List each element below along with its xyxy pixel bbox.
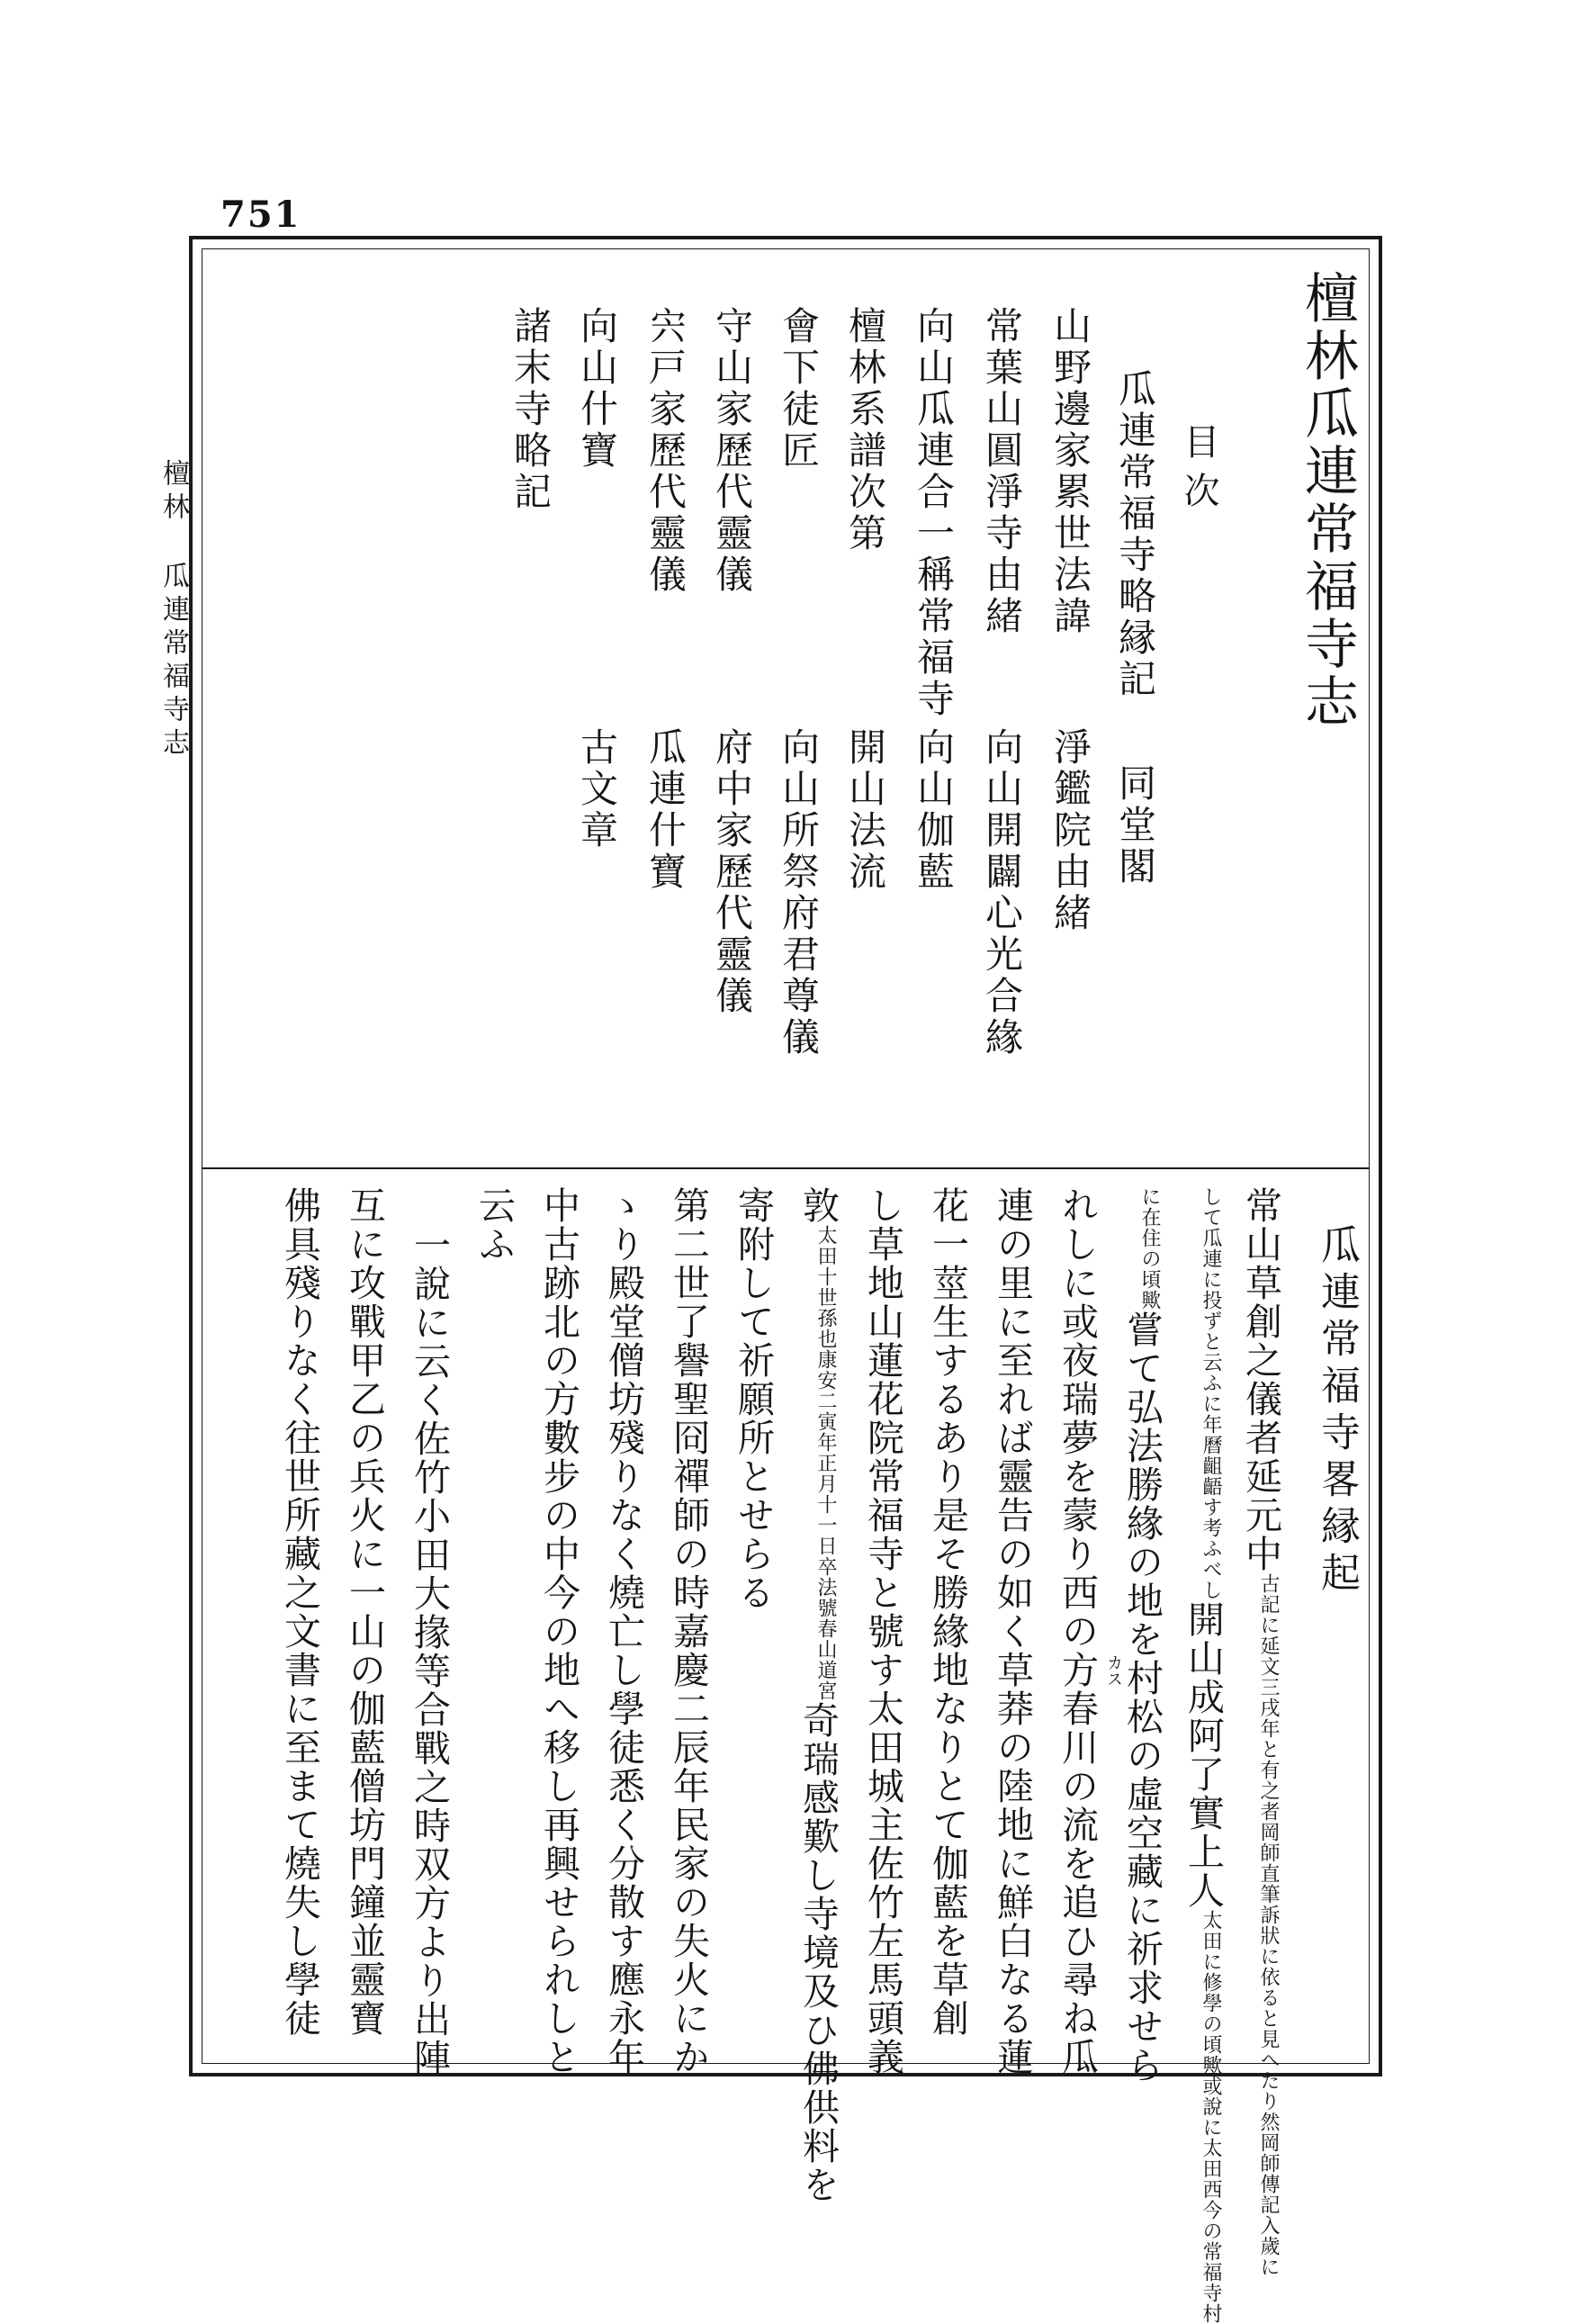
note-line: の頃歟 <box>1138 1248 1161 1311</box>
body-text: 互に攻戰甲乙の兵火に一山の伽藍僧坊門鐘並靈寶 <box>343 1186 386 2038</box>
body-line-6 <box>926 1186 969 2038</box>
section-divider <box>202 1167 1370 1169</box>
body-text: 常山草創之儀者延元中 <box>1239 1186 1282 1573</box>
toc-entry-b: 府中家歷代靈儀 <box>710 727 754 1017</box>
body-line-15 <box>343 1186 386 2038</box>
toc-entry-7b <box>710 727 754 1017</box>
body-text: 奇瑞感歎し寺境及ひ佛供料を <box>796 1701 840 2204</box>
inline-note <box>1139 1186 1160 1311</box>
toc-entry-b: 同堂閣 <box>1113 763 1157 887</box>
note-line: して瓜連に投ずと云ふ <box>1200 1186 1222 1393</box>
running-head <box>153 459 193 761</box>
toc-entry-a: 檀林系譜次第 <box>843 306 887 554</box>
body-text: し草地山蓮花院常福寺と號す太田城主佐竹左馬頭義 <box>861 1186 904 2076</box>
toc-entry-a: 瓜連常福寺略縁記 <box>1113 369 1157 700</box>
body-line-4 <box>1056 1186 1099 2076</box>
toc-entry-6 <box>777 306 821 472</box>
toc-entry-b: 瓜連什寶 <box>643 727 688 893</box>
body-text: 中古跡北の方數步の中今の地へ移し再興せられしと <box>537 1186 580 2076</box>
body-text: 一說に云く佐竹小田大掾等合戰之時双方より出陣 <box>408 1226 451 2077</box>
body-line-8 <box>796 1186 840 2204</box>
toc-entry-4b <box>912 727 956 893</box>
toc-entry-a: 向山什寶 <box>575 306 619 472</box>
body-line-13 <box>472 1186 516 1264</box>
toc-entry-b: 向山所祭府君尊儀 <box>777 727 821 1058</box>
note-line: に太田西今の常福寺村 <box>1200 2117 1222 2324</box>
toc-heading: 目次 <box>1178 423 1219 520</box>
body-text: 連の里に至れば靈告の如く草莽の陸地に鮮白なる蓮 <box>991 1186 1034 2076</box>
body-text: 云ふ <box>472 1186 516 1264</box>
body-text: 第二世了譽聖冏禪師の時嘉慶二辰年民家の失火にか <box>667 1186 710 2076</box>
note-line: 古記に延文三戌年と有之者岡師直筆訴 <box>1257 1573 1280 1925</box>
body-line-11 <box>602 1186 645 2076</box>
toc-entry-5 <box>843 306 887 554</box>
toc-entry-a: 宍戸家歷代靈儀 <box>643 306 688 596</box>
body-line-5 <box>991 1186 1034 2076</box>
toc-entry-a: 守山家歷代靈儀 <box>710 306 754 596</box>
body-text: 花一莖生するあり是そ勝緣地なりとて伽藍を草創 <box>926 1186 969 2038</box>
body-text: ゝり殿堂僧坊殘りなく燒亡し學徒悉く分散す應永年 <box>602 1186 645 2076</box>
toc-entry-10 <box>508 306 553 513</box>
toc-entry-2 <box>1048 306 1092 637</box>
inline-note <box>1200 1186 1221 1600</box>
inline-note <box>1200 1910 1221 2324</box>
body-text: 寄附して祈願所とせらる <box>732 1186 775 1612</box>
toc-entry-9 <box>575 306 619 472</box>
toc-entry-b: 淨鑑院由緒 <box>1048 727 1092 934</box>
body-line-7 <box>861 1186 904 2076</box>
body-line-2 <box>1182 1186 1225 2324</box>
running-head-left: 檀林 <box>157 459 189 526</box>
body-text: れしに或夜瑞夢を蒙り西の方春川の流を追ひ尋ね瓜 <box>1056 1186 1099 2076</box>
note-line: 太田に修學の頃歟或說 <box>1200 1910 1222 2117</box>
body-line-16 <box>278 1186 321 2038</box>
toc-entry-a: 常葉山圓淨寺由緒 <box>980 306 1024 637</box>
page-number: 751 <box>220 194 301 236</box>
toc-entry-a: 會下徒匠 <box>777 306 821 472</box>
toc-entry-b: 向山伽藍 <box>912 727 956 893</box>
body-line-3 <box>1120 1186 1164 2085</box>
note-line: 月十一日卒法號春山道宮 <box>814 1473 837 1701</box>
inline-note <box>1258 1573 1279 2277</box>
body-line-1 <box>1239 1186 1282 2277</box>
running-head-right: 瓜連常福寺志 <box>157 562 189 761</box>
body-line-12 <box>537 1186 580 2076</box>
body-line-9 <box>732 1186 775 1612</box>
ruby-annotation: カス <box>1104 1654 1123 1687</box>
toc-entry-2b <box>1048 727 1092 934</box>
toc-entry-b: 古文章 <box>575 727 619 851</box>
toc-entry-4 <box>912 306 956 720</box>
body-text: 佛具殘りなく往世所藏之文書に至まて燒失し學徒 <box>278 1186 321 2038</box>
toc-entry-6b <box>777 727 821 1058</box>
body-text: 開山成阿了實上人 <box>1182 1600 1225 1910</box>
note-line: に年曆齟齬す考ふべし <box>1200 1393 1222 1600</box>
toc-entry-1b <box>1113 763 1157 887</box>
toc-entry-b: 向山開闢心光合緣 <box>980 727 1024 1058</box>
note-line: に在住 <box>1138 1186 1161 1248</box>
toc-entry-8 <box>643 306 688 596</box>
body-line-10 <box>667 1186 710 2076</box>
toc-entry-a: 向山瓜連合一稱常福寺 <box>912 306 956 720</box>
toc-entry-3b <box>980 727 1024 1058</box>
section-title: 瓜連常福寺畧縁起 <box>1314 1224 1360 1599</box>
note-line: 太田十世孫也康安二寅年正 <box>814 1225 837 1473</box>
body-text: 嘗て弘法勝緣の地を村松の虛空藏に祈求せら <box>1120 1311 1164 2085</box>
toc-entry-3 <box>980 306 1024 637</box>
toc-entry-5b <box>843 727 887 893</box>
toc-entry-7 <box>710 306 754 596</box>
inline-note <box>815 1225 836 1701</box>
toc-entry-1 <box>1113 369 1157 700</box>
book-title: 檀林瓜連常福寺志 <box>1296 270 1359 731</box>
note-line: 狀に依ると見へたり然岡師傳記入歲に <box>1257 1925 1280 2277</box>
toc-entry-a: 山野邊家累世法諱 <box>1048 306 1092 637</box>
body-text: 敦 <box>796 1186 840 1225</box>
toc-entry-8b <box>643 727 688 893</box>
toc-entry-a: 諸末寺略記 <box>508 306 553 513</box>
toc-entry-b: 開山法流 <box>843 727 887 893</box>
toc-entry-9b <box>575 727 619 851</box>
body-line-14 <box>408 1226 451 2077</box>
